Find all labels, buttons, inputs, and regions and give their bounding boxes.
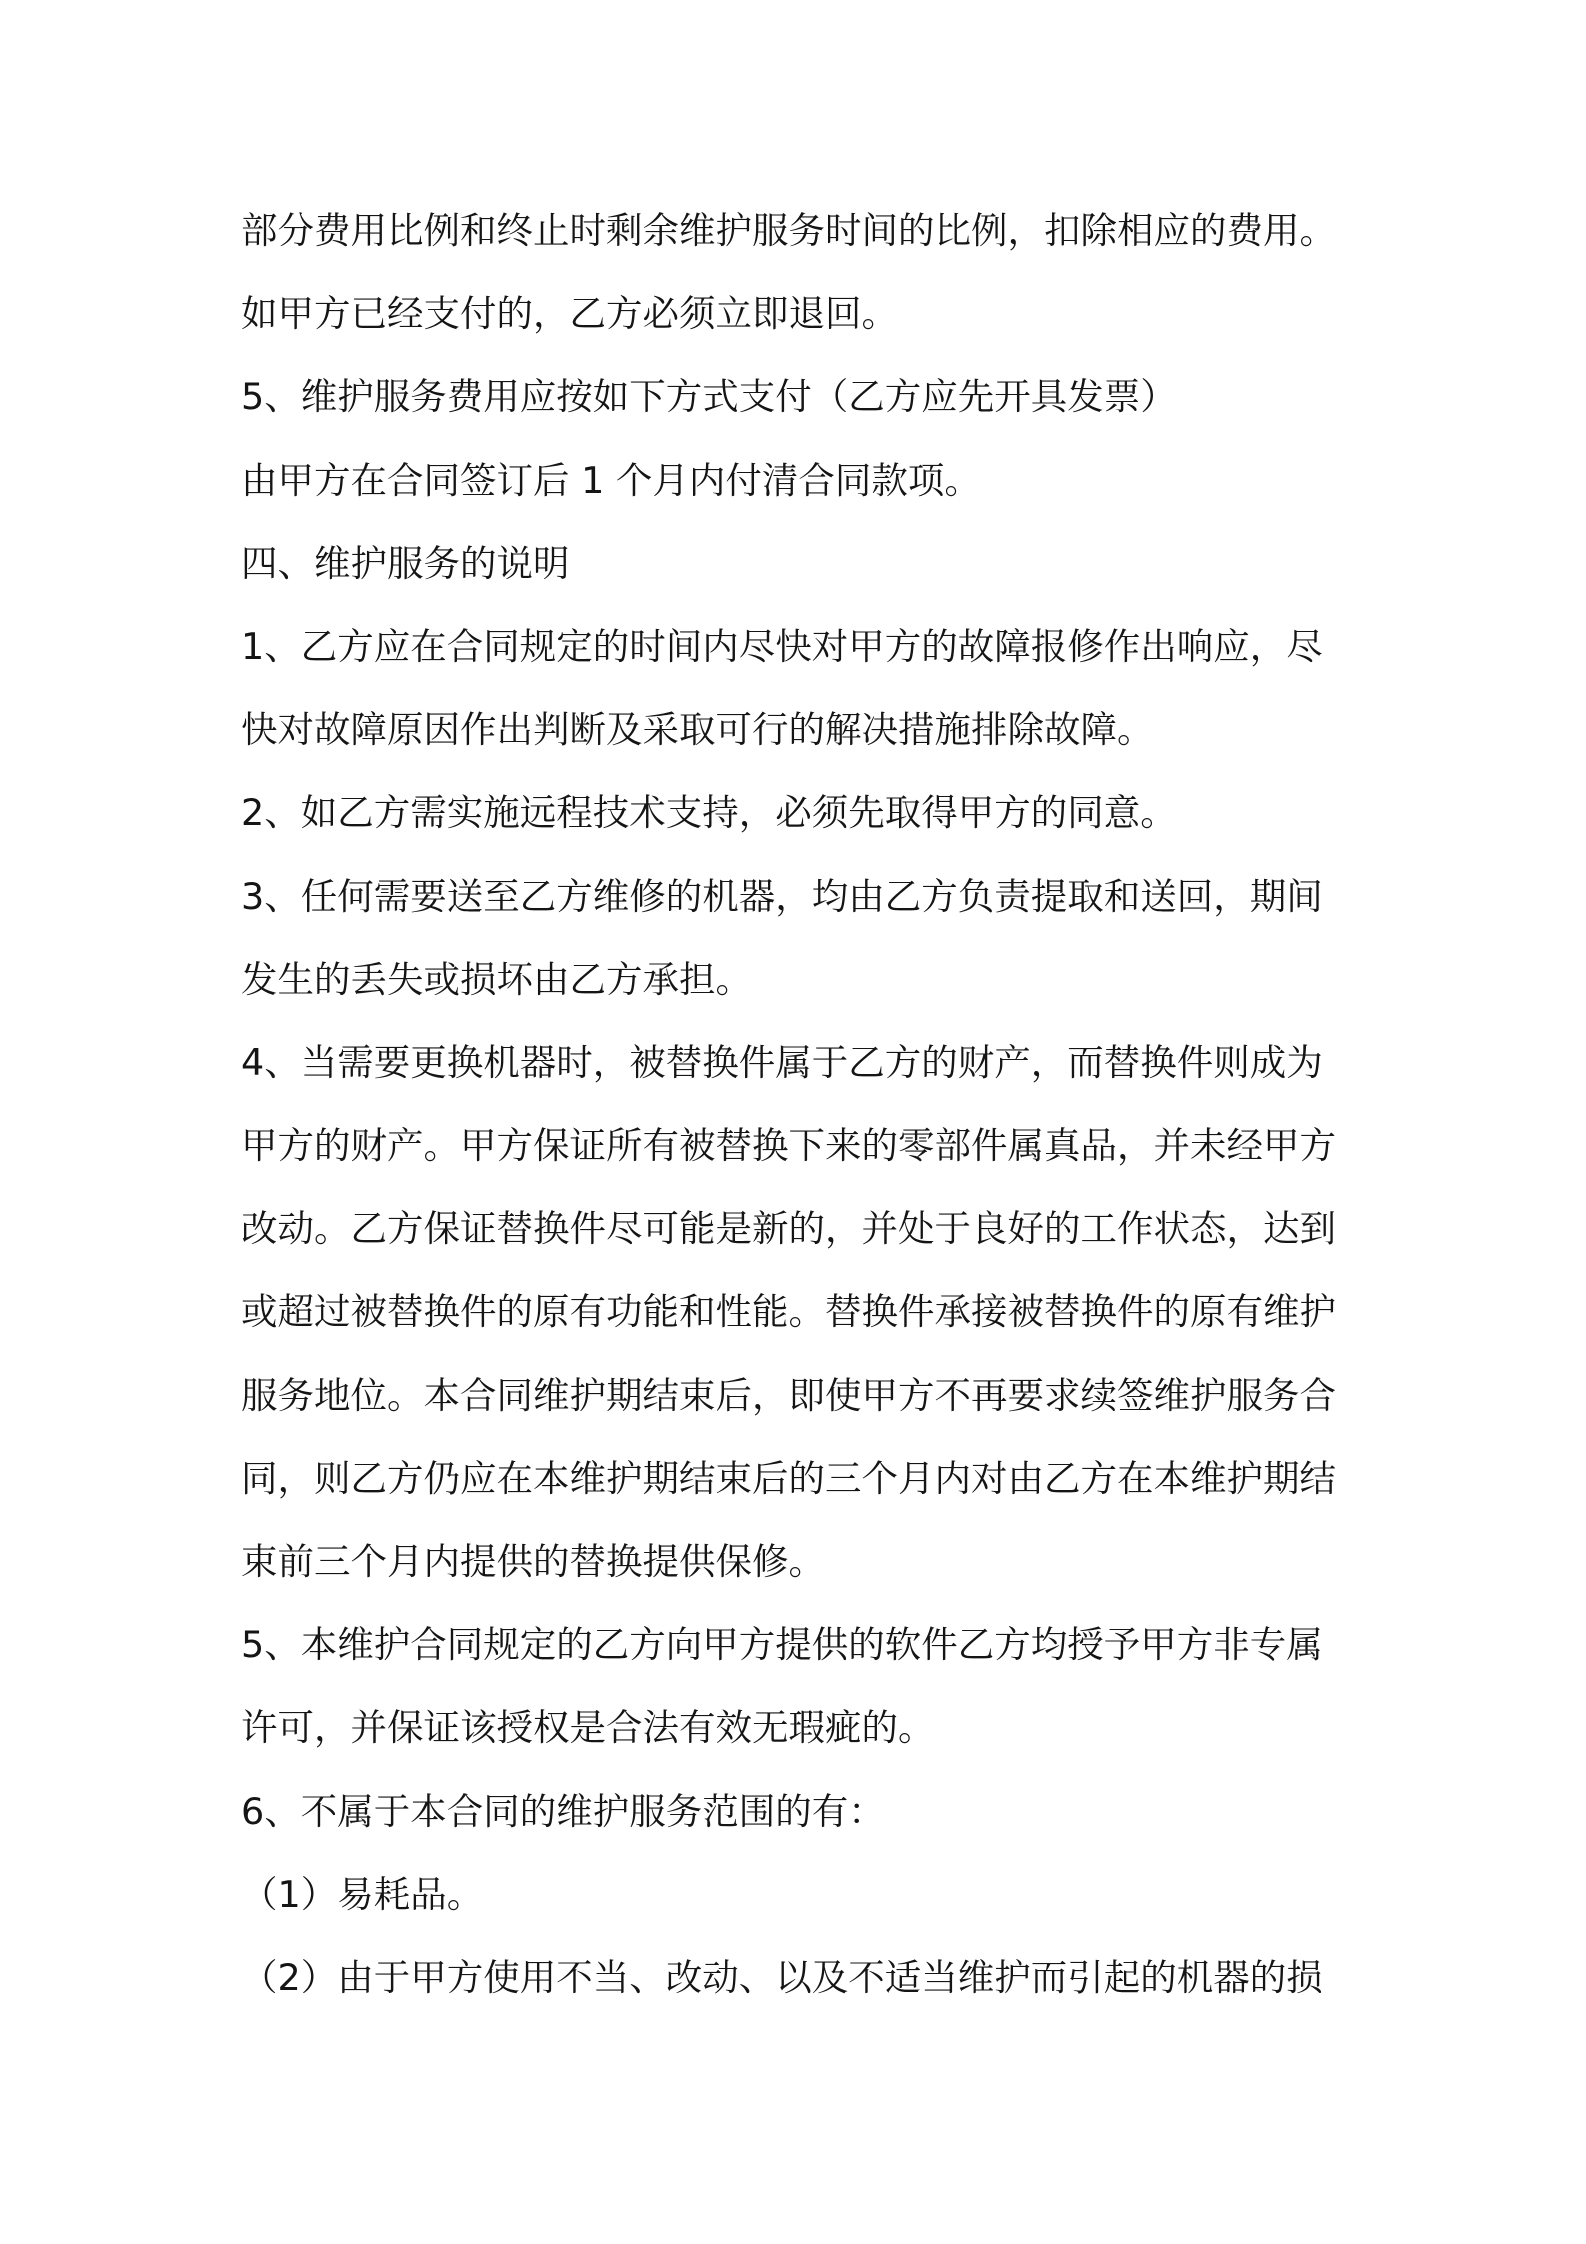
text-line: 许可，并保证该授权是合法有效无瑕疵的。 <box>241 1706 935 1750</box>
text-line: 4、当需要更换机器时，被替换件属于乙方的财产，而替换件则成为 <box>241 1040 1323 1084</box>
text-line: （2）由于甲方使用不当、改动、以及不适当维护而引起的机器的损 <box>241 1955 1323 1999</box>
text-line: 快对故障原因作出判断及采取可行的解决措施排除故障。 <box>241 708 1154 752</box>
text-line: 部分费用比例和终止时剩余维护服务时间的比例，扣除相应的费用。 <box>241 209 1336 252</box>
text-line: 服务地位。本合同维护期结束后，即使甲方不再要求续签维护服务合 <box>241 1373 1336 1417</box>
text-line: 由甲方在合同签订后 1 个月内付清合同款项。 <box>241 458 981 502</box>
text-line: 6、不属于本合同的维护服务范围的有： <box>241 1789 885 1833</box>
text-line: 束前三个月内提供的替换提供保修。 <box>241 1540 825 1583</box>
text-line: 甲方的财产。甲方保证所有被替换下来的零部件属真品，并未经甲方 <box>241 1124 1336 1168</box>
text-line: （1）易耗品。 <box>241 1872 484 1916</box>
text-line: 2、如乙方需实施远程技术支持，必须先取得甲方的同意。 <box>241 791 1177 835</box>
text-line: 3、任何需要送至乙方维修的机器，均由乙方负责提取和送回，期间 <box>241 874 1323 918</box>
text-line: 1、乙方应在合同规定的时间内尽快对甲方的故障报修作出响应，尽 <box>241 624 1323 668</box>
section-heading: 四、维护服务的说明 <box>241 541 570 585</box>
text-line: 5、本维护合同规定的乙方向甲方提供的软件乙方均授予甲方非专属 <box>241 1623 1323 1667</box>
document-body <box>241 196 1361 2026</box>
text-line: 或超过被替换件的原有功能和性能。替换件承接被替换件的原有维护 <box>241 1290 1336 1334</box>
text-line: 改动。乙方保证替换件尽可能是新的，并处于良好的工作状态，达到 <box>241 1207 1336 1251</box>
text-line: 5、维护服务费用应按如下方式支付（乙方应先开具发票） <box>241 375 1177 419</box>
text-line: 如甲方已经支付的，乙方必须立即退回。 <box>241 292 898 336</box>
text-line: 同，则乙方仍应在本维护期结束后的三个月内对由乙方在本维护期结 <box>241 1456 1336 1500</box>
text-line: 发生的丢失或损坏由乙方承担。 <box>241 957 752 1001</box>
